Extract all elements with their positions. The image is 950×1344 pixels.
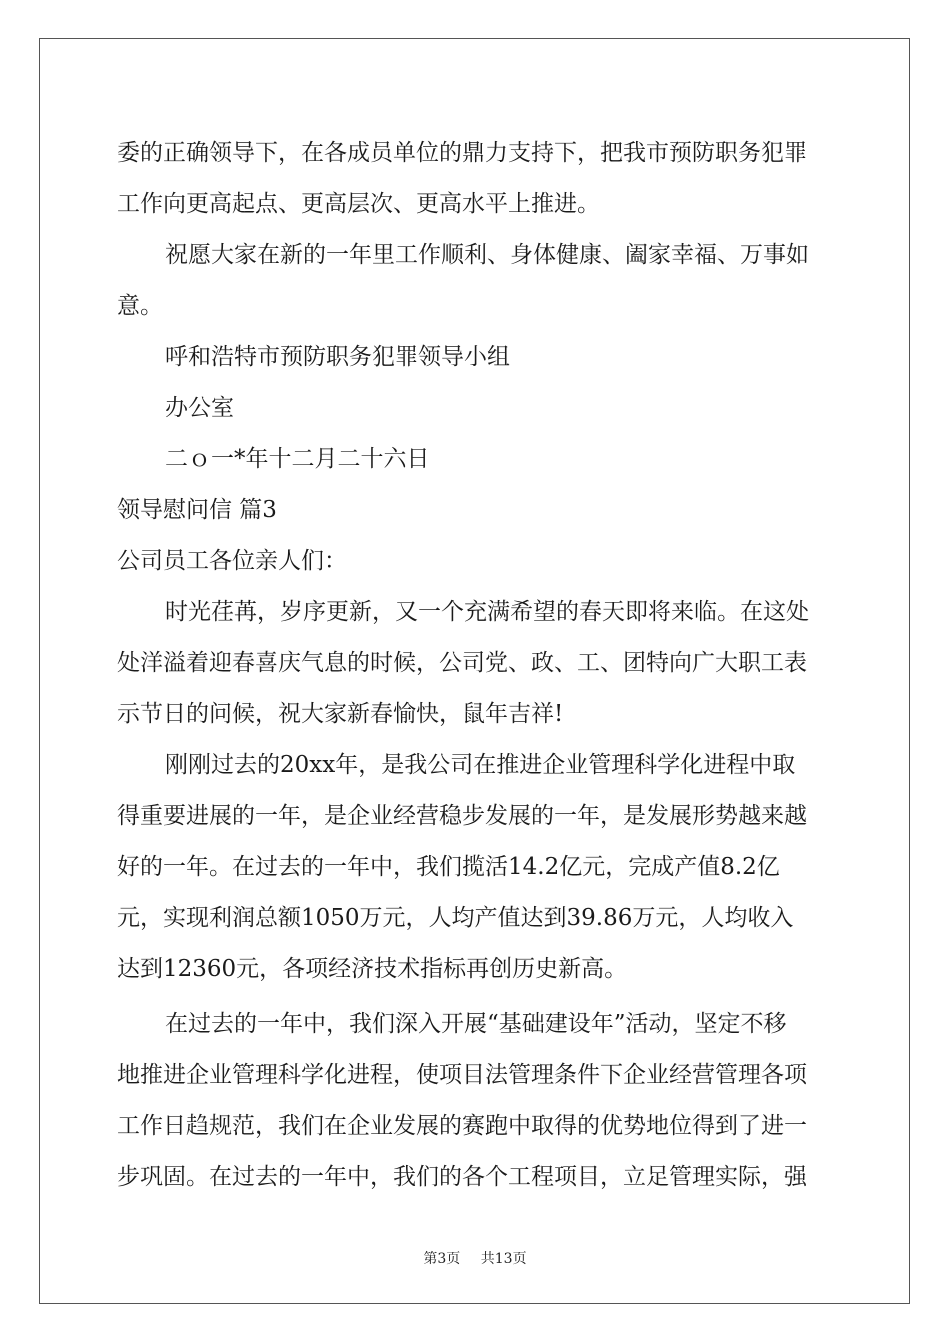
text-line: 祝愿大家在新的一年里工作顺利、身体健康、阖家幸福、万事如	[165, 242, 809, 268]
text-line: 刚刚过去的20xx年，是我公司在推进企业管理科学化进程中取	[165, 752, 796, 778]
document-body	[117, 128, 837, 1203]
text-line: 工作日趋规范，我们在企业发展的赛跑中取得的优势地位得到了进一	[117, 1113, 807, 1139]
text-line: 意。	[117, 293, 163, 319]
text-line: 好的一年。在过去的一年中，我们揽活14.2亿元，完成产值8.2亿	[117, 854, 780, 880]
page-number: 第3页	[423, 1251, 461, 1267]
text-line: 元，实现利润总额1050万元，人均产值达到39.86万元，人均收入	[117, 905, 794, 931]
text-line: 步巩固。在过去的一年中，我们的各个工程项目，立足管理实际，强	[117, 1164, 807, 1190]
text-line: 达到12360元，各项经济技术指标再创历史新高。	[117, 956, 628, 982]
text-line: 委的正确领导下，在各成员单位的鼎力支持下，把我市预防职务犯罪	[117, 140, 807, 166]
page-total: 共13页	[480, 1251, 527, 1267]
text-line: 工作向更高起点、更高层次、更高水平上推进。	[117, 191, 600, 217]
text-line: 地推进企业管理科学化进程，使项目法管理条件下企业经营管理各项	[117, 1062, 807, 1088]
salutation: 公司员工各位亲人们：	[117, 548, 347, 574]
section-heading: 领导慰问信 篇3	[117, 497, 277, 523]
text-line: 在过去的一年中，我们深入开展“基础建设年”活动，坚定不移	[165, 1011, 787, 1037]
signature-organization: 呼和浩特市预防职务犯罪领导小组	[165, 344, 510, 370]
signature-date: 二ｏ一*年十二月二十六日	[165, 446, 430, 472]
text-line: 时光荏苒，岁序更新，又一个充满希望的春天即将来临。在这处	[165, 599, 809, 625]
text-line: 得重要进展的一年，是企业经营稳步发展的一年，是发展形势越来越	[117, 803, 807, 829]
text-line: 处洋溢着迎春喜庆气息的时候，公司党、政、工、团特向广大职工表	[117, 650, 807, 676]
signature-office: 办公室	[165, 395, 234, 421]
text-line: 示节日的问候，祝大家新春愉快，鼠年吉祥!	[117, 701, 564, 727]
page-footer	[0, 1248, 950, 1268]
